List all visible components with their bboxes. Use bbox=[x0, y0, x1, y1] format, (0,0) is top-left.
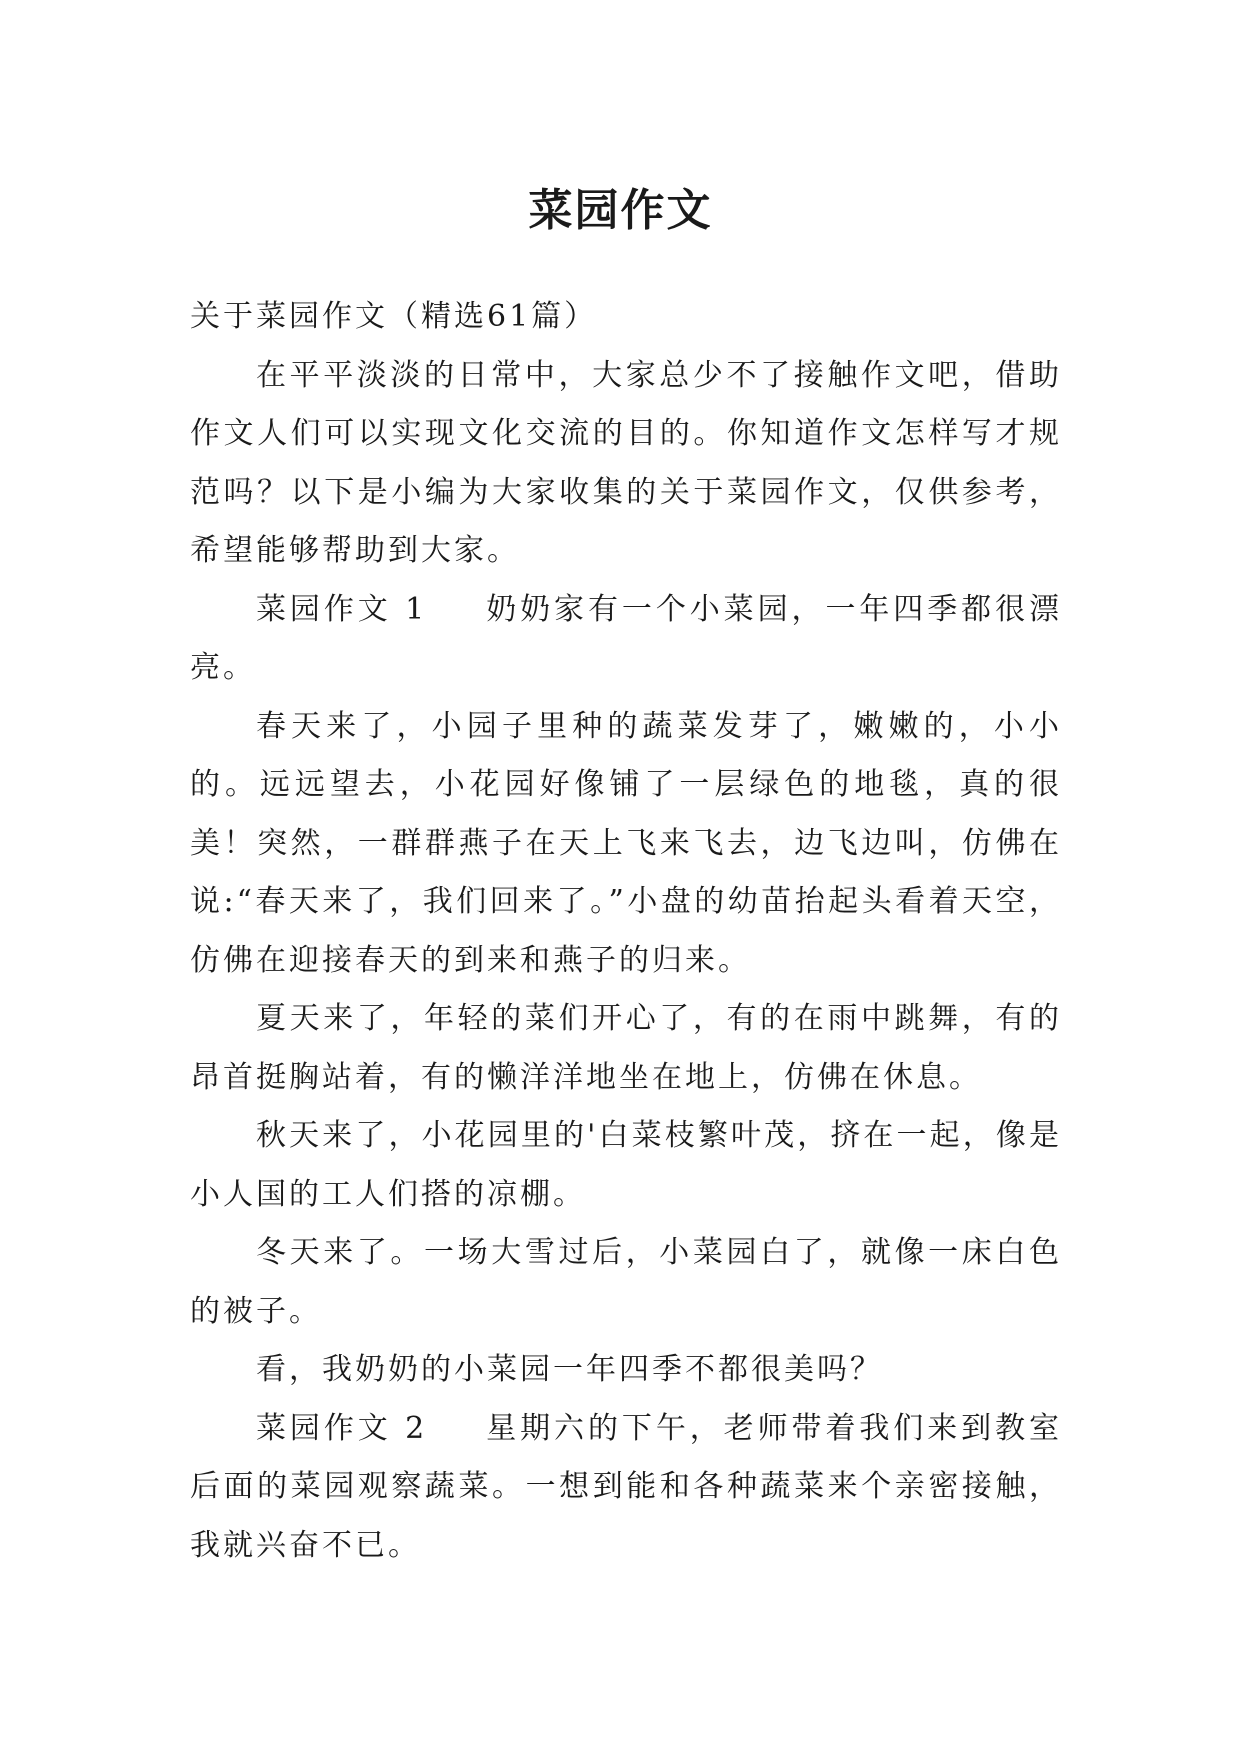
essay-1-opening: 奶奶家有一个小菜园，一年四季都很漂亮。 bbox=[190, 591, 1063, 685]
essay-1-heading: 菜园作文 1 bbox=[256, 591, 428, 627]
essay-1-summer-paragraph: 夏天来了，年轻的菜们开心了，有的在雨中跳舞，有的昂首挺胸站着，有的懒洋洋地坐在地上，仿佛在休息。 bbox=[190, 1001, 1062, 1095]
intro-paragraph: 在平平淡淡的日常中，大家总少不了接触作文吧，借助作文人们可以实现文化交流的目的。你知道作文怎样写才规范吗？以下是小编为大家收集的关于菜园作文，仅供参考，希望能够帮助到大家。 bbox=[190, 357, 1062, 568]
essay-1-closing-paragraph: 看，我奶奶的小菜园一年四季不都很美吗？ bbox=[256, 1352, 883, 1387]
document-title: 菜园作文 bbox=[528, 185, 713, 237]
subtitle: 关于菜园作文（精选61篇） bbox=[190, 299, 598, 334]
document-body bbox=[190, 288, 1062, 1575]
essay-1-spring-paragraph: 春天来了，小园子里种的蔬菜发芽了，嫩嫩的，小小的。远远望去，小花园好像铺了一层绿色的地毯，真的很美！突然，一群群燕子在天上飞来飞去，边飞边叫，仿佛在说:“春天来了，我们回来了。”小盘的幼苗抬起头看着天空，仿佛在迎接春天的到来和燕子的归来。 bbox=[190, 708, 1062, 978]
essay-2-heading: 菜园作文 2 bbox=[256, 1410, 428, 1446]
essay-1-first-paragraph bbox=[190, 581, 1062, 698]
essay-1-winter-paragraph: 冬天来了。一场大雪过后，小菜园白了，就像一床白色的被子。 bbox=[190, 1235, 1062, 1329]
essay-1-autumn-paragraph: 秋天来了，小花园里的'白菜枝繁叶茂，挤在一起，像是小人国的工人们搭的凉棚。 bbox=[190, 1118, 1062, 1212]
essay-2-opening: 星期六的下午，老师带着我们来到教室后面的菜园观察蔬菜。一想到能和各种蔬菜来个亲密接触，我就兴奋不已。 bbox=[190, 1410, 1063, 1563]
essay-2-first-paragraph bbox=[190, 1400, 1062, 1576]
